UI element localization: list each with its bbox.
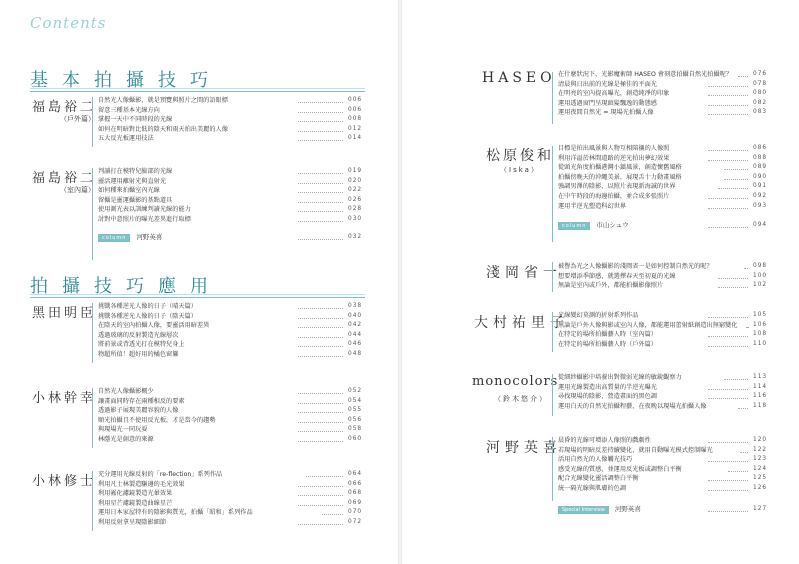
toc-entry[interactable]: 在陰天的室內拍攝人像，要靈活用暗差異 042: [98, 322, 363, 330]
column-tag: column: [98, 234, 130, 242]
author-subtitle: （戶外篇）: [60, 115, 95, 123]
toc-entry[interactable]: 透過影子展現美麗容貌的人像 055: [98, 407, 363, 415]
chapter-title-basic: 基本拍攝技巧: [30, 70, 222, 91]
toc-entry[interactable]: 運用白天的自然光拍攝程藝，在夜晚以現場光拍攝人像 118: [558, 402, 768, 410]
column-tag: column: [558, 222, 590, 230]
toc-entry[interactable]: 光線變幻莫測的折射系列作品 105: [558, 312, 768, 319]
toc-entry[interactable]: 利用反射拿呈現陰影細節 072: [98, 518, 363, 526]
toc-list: [558, 144, 798, 231]
toc-entry[interactable]: 林蔭光是創意的來源 060: [98, 435, 363, 443]
toc-entry[interactable]: 在特定的場所拍攝藝人時（室內篇） 108: [558, 331, 768, 339]
toc-entry[interactable]: 將前景或背透光打在模特兒身上 046: [98, 341, 363, 349]
toc-entry[interactable]: 運用日本家屋特有的陰影與質光，拍攝「昭和」系列作品 070: [98, 509, 363, 517]
toc-column-entry[interactable]: column 市山シュウ 094: [558, 221, 798, 231]
toc-entry[interactable]: 自然光人像攝影，就是預覽與照片之間的語眼標 006: [98, 97, 363, 104]
divider: [552, 437, 553, 501]
toc-entry[interactable]: 與現場光一同玩耍 058: [98, 426, 363, 434]
toc-entry[interactable]: 留意三種基本光線方向 006: [98, 106, 363, 114]
divider: [92, 303, 93, 363]
toc-entry[interactable]: 從細紗攝影中培養出對微弱光線的敏銳觀察力 113: [558, 374, 768, 381]
toc-entry[interactable]: 強調男澤的陰影，以照片表現新海誠的世界 091: [558, 183, 768, 191]
toc-entry[interactable]: 運用光線製造出高質量的半逆光曝光 114: [558, 383, 768, 391]
toc-list: [98, 470, 366, 528]
author-name: 松原俊和: [486, 148, 554, 164]
toc-entry[interactable]: 無論是戶外人像與影或室內人像，都能運用蕾射紙創造出無窮變化 106: [558, 321, 768, 329]
toc-list: [558, 70, 798, 118]
divider: [92, 471, 93, 531]
toc-entry[interactable]: 活用自然光的人像觸光技巧 123: [558, 456, 768, 464]
author-subtitle: （室內篇）: [60, 186, 95, 194]
author-name: 淺岡省一: [486, 265, 562, 281]
toc-entry[interactable]: 清晨與日出前的光線是極佳的平面光 078: [558, 80, 768, 88]
toc-list: [558, 436, 798, 514]
toc-entry[interactable]: 使用測光表以訓練判讀光線的能力 028: [98, 206, 363, 214]
author-name: monocolors: [472, 374, 559, 389]
toc-entry[interactable]: 充分運用光線反射的「re-flection」系列作品 064: [98, 471, 363, 478]
toc-entry[interactable]: 利用星芒濾鏡製造曲線星芒 069: [98, 499, 363, 507]
toc-entry[interactable]: 挑戰各種逆光人像的日子（晴天篇） 038: [98, 303, 363, 310]
author-name: HASEO: [482, 70, 556, 86]
toc-entry[interactable]: 尋找現場的陰影，營造畫面的黑色調 116: [558, 393, 768, 401]
left-page: [0, 0, 398, 564]
toc-entry[interactable]: 判讀打在模特兒臉部的光線 019: [98, 168, 363, 175]
divider: [92, 388, 93, 448]
author-subtitle: （鈴木悠介）: [494, 395, 548, 403]
toc-entry[interactable]: 無論是室內或戶外，都能拍攝影像照片 102: [558, 282, 768, 290]
toc-entry[interactable]: 從頭光角度拍攝港灣小鎮風景，創造懷舊風格 089: [558, 164, 768, 172]
toc-list: [558, 373, 798, 411]
divider: [552, 374, 553, 416]
toc-entry[interactable]: 運用半逆光塑造科幻世界 093: [558, 202, 768, 210]
toc-entry[interactable]: 想要增添季節感，就選擇春天至初夏的光線 100: [558, 272, 768, 280]
toc-entry[interactable]: 統一隔光線與肌膚的色調 126: [558, 484, 768, 492]
toc-entry[interactable]: 如何種來拍攝室內光線 022: [98, 187, 363, 195]
toc-entry[interactable]: 利用洋溢於林間道路的逆光拍出夢幻效果 088: [558, 154, 768, 162]
toc-entry[interactable]: 討對中意照片的曝光差異進行取標 030: [98, 215, 363, 223]
toc-entry[interactable]: 目標是拍出風景與人物互相陪襯的人像照 086: [558, 145, 768, 152]
toc-entry[interactable]: 利用霧化濾鏡製造光暈效果 068: [98, 490, 363, 498]
toc-entry[interactable]: 在明亮的室內提高曝光，創造純淨的印象 080: [558, 90, 768, 98]
author-subtitle: （Iska）: [500, 166, 540, 174]
divider: [552, 262, 553, 292]
toc-entry[interactable]: 如何在明暗對比低的陰天和雨天拍出美麗的人像 012: [98, 125, 363, 133]
divider: [552, 146, 553, 242]
special-interview-tag: Special Interview: [558, 506, 609, 514]
toc-entry[interactable]: 在什麼狀況下，光影魔術師 HASEO 會刻意拍攝自然光拍攝呢？ 076: [558, 71, 768, 78]
toc-entry[interactable]: 掌握一天中不同時段的光線 008: [98, 116, 363, 124]
toc-list: [98, 302, 366, 360]
toc-entry[interactable]: 讓畫面同時存在兩種相反的要素 054: [98, 397, 363, 405]
author-name: 大村祐里子: [474, 315, 569, 331]
toc-special-entry[interactable]: Special Interview 河野英喜 127: [558, 505, 798, 515]
chapter-rule: [30, 294, 365, 295]
author-name: 小林幹幸: [32, 391, 97, 406]
author-name: 小林修士: [32, 474, 97, 489]
toc-list: [558, 262, 798, 291]
toc-entry[interactable]: 順光拍攝且不使用反光板，才是當今的趨勢 056: [98, 416, 363, 424]
toc-entry[interactable]: 五大反光板運用技法 014: [98, 135, 363, 143]
chapter-rule: [30, 88, 365, 89]
toc-entry[interactable]: 在中午時段的海邊拍攝，並合成多張照片 092: [558, 192, 768, 200]
toc-entry[interactable]: 感受光線的質感，並運用反光板或調整白平衡 124: [558, 465, 768, 473]
toc-list: [98, 96, 366, 144]
chapter-rule: [30, 91, 365, 92]
toc-entry[interactable]: 運用夜間自然光 = 現場光拍攝人像 083: [558, 109, 768, 117]
toc-list: [558, 311, 798, 349]
toc-entry[interactable]: 透過玻璃的反射製造光線層次 044: [98, 331, 363, 339]
toc-entry[interactable]: 留攝是靈運攝影的基點道具 026: [98, 196, 363, 204]
toc-entry[interactable]: 配合光線變化靈活調整白平衡 125: [558, 475, 768, 483]
toc-column-entry[interactable]: column 河野英喜 032: [98, 233, 366, 243]
toc-entry[interactable]: 晨昏的光線可增添人像照的戲劇性 120: [558, 437, 768, 444]
toc-entry[interactable]: 利用凡士林製造驅邊的毛光效果 066: [98, 480, 363, 488]
toc-entry[interactable]: 物超所值！超好用的橘色窗簾 048: [98, 350, 363, 358]
toc-entry[interactable]: 運用透過窗門呈現頭髮飄逸的動態感 082: [558, 99, 768, 107]
toc-list: [98, 387, 366, 445]
author-name: 河野英喜: [486, 440, 562, 456]
toc-entry[interactable]: 拍攝傍晚天的沖繩美景，展現舌十力動畫風格 090: [558, 173, 768, 181]
toc-entry[interactable]: 自然光人像攝影概少 052: [98, 388, 363, 395]
divider: [552, 72, 553, 124]
divider: [552, 312, 553, 352]
author-name: 福島裕二: [32, 171, 97, 186]
divider: [92, 97, 93, 147]
right-page: [402, 0, 799, 564]
toc-entry[interactable]: 靈活運用離射光與直射光 020: [98, 177, 363, 185]
chapter-title-applied: 拍攝技巧應用: [30, 276, 222, 297]
toc-entry[interactable]: 挑戰各種逆光人像的日子（陰天篇） 040: [98, 312, 363, 320]
author-name: 黑田明臣: [32, 306, 97, 321]
author-name: 福島裕二: [32, 100, 97, 115]
toc-entry[interactable]: 在特定的場所拍攝藝人時（戶外篇） 110: [558, 340, 768, 348]
toc-entry[interactable]: 若現場的明暗反差持續變化，就用自動曝光模式控制曝光 122: [558, 446, 768, 454]
chapter-rule: [30, 297, 365, 298]
contents-title: Contents: [30, 14, 107, 32]
toc-list: [98, 167, 366, 242]
divider: [92, 168, 93, 260]
toc-entry[interactable]: 被譽為光之人像攝影的淺岡省一是如何控制自然光的呢？ 098: [558, 263, 768, 270]
